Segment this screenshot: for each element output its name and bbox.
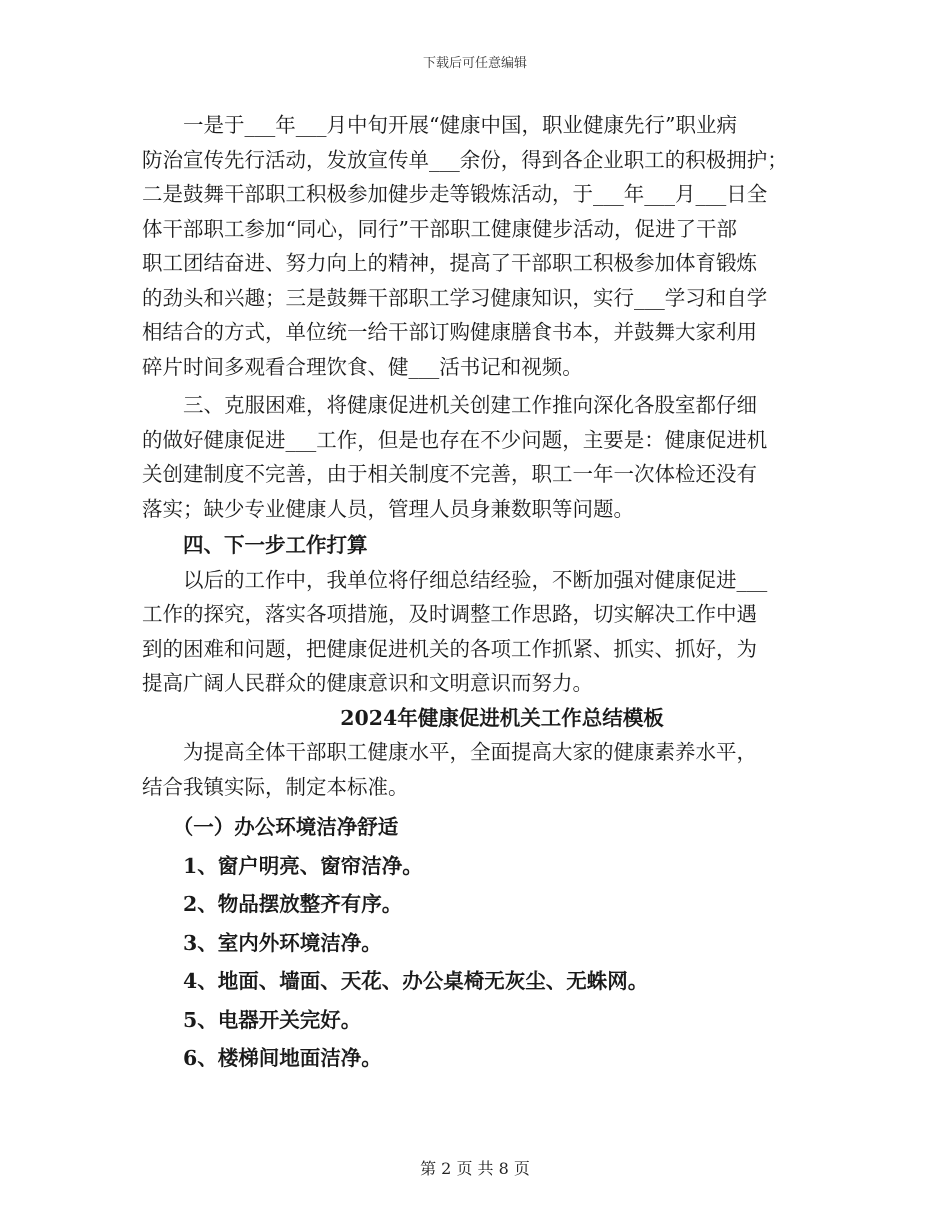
text-line: 一是于___年___月中旬开展“健康中国，职业健康先行”职业病 — [183, 113, 737, 137]
section-heading-next-steps: 四、下一步工作打算 — [183, 533, 368, 557]
text-line: 碎片时间多观看合理饮食、健___活书记和视频。 — [142, 354, 583, 379]
page-footer: 第 2 页 共 8 页 — [420, 1159, 530, 1178]
text-line: 落实；缺少专业健康人员，管理人员身兼数职等问题。 — [142, 496, 634, 521]
list-item: 1、窗户明亮、窗帘洁净。 — [183, 853, 423, 878]
paragraph-activities — [142, 108, 822, 384]
list-item: 3、室内外环境洁净。 — [183, 930, 382, 955]
text-line: 工作的探究，落实各项措施，及时调整工作思路，切实解决工作中遇 — [142, 602, 757, 626]
text-line: 相结合的方式，单位统一给干部订购健康膳食书本，并鼓舞大家利用 — [142, 320, 757, 344]
text-line: 以后的工作中，我单位将仔细总结经验，不断加强对健康促进___ — [183, 567, 768, 592]
list-item: 6、楼梯间地面洁净。 — [183, 1046, 382, 1070]
text-line: 体干部职工参加“同心，同行”干部职工健康健步活动，促进了干部 — [142, 216, 737, 241]
document-title: 2024年健康促进机关工作总结模板 — [340, 705, 664, 730]
text-line: 为提高全体干部职工健康水平，全面提高大家的健康素养水平， — [183, 740, 757, 764]
paragraph-intro — [142, 735, 822, 804]
text-line: 二是鼓舞干部职工积极参加健步走等锻炼活动，于___年___月___日全 — [142, 182, 768, 206]
list-item: 5、电器开关完好。 — [183, 1007, 362, 1032]
text-line: 关创建制度不完善，由于相关制度不完善，职工一年一次体检还没有 — [142, 462, 757, 486]
list-item: 4、地面、墙面、天花、办公桌椅无灰尘、无蛛网。 — [183, 969, 649, 993]
text-line: 三、克服困难，将健康促进机关创建工作推向深化各股室都仔细 — [183, 393, 757, 417]
list-item: 2、物品摆放整齐有序。 — [183, 892, 403, 916]
page-header: 下载后可任意编辑 — [422, 56, 527, 71]
text-line: 的劲头和兴趣；三是鼓舞干部职工学习健康知识，实行___学习和自学 — [142, 285, 768, 310]
text-line: 职工团结奋进、努力向上的精神，提高了干部职工积极参加体育锻炼 — [142, 251, 757, 275]
text-line: 提高广阔人民群众的健康意识和文明意识而努力。 — [142, 671, 593, 695]
text-line: 结合我镇实际，制定本标准。 — [142, 774, 409, 799]
document-body — [142, 108, 822, 1078]
text-line: 的做好健康促进___工作，但是也存在不少问题，主要是：健康促进机 — [142, 427, 768, 452]
paragraph-difficulties — [142, 388, 822, 526]
text-line: 防治宣传先行活动，发放宣传单___余份，得到各企业职工的积极拥护； — [142, 147, 788, 172]
section-heading-office-environment: （一）办公环境洁净舒适 — [172, 815, 399, 839]
paragraph-plans — [142, 563, 822, 701]
text-line: 到的困难和问题，把健康促进机关的各项工作抓紧、抓实、抓好，为 — [142, 636, 757, 661]
